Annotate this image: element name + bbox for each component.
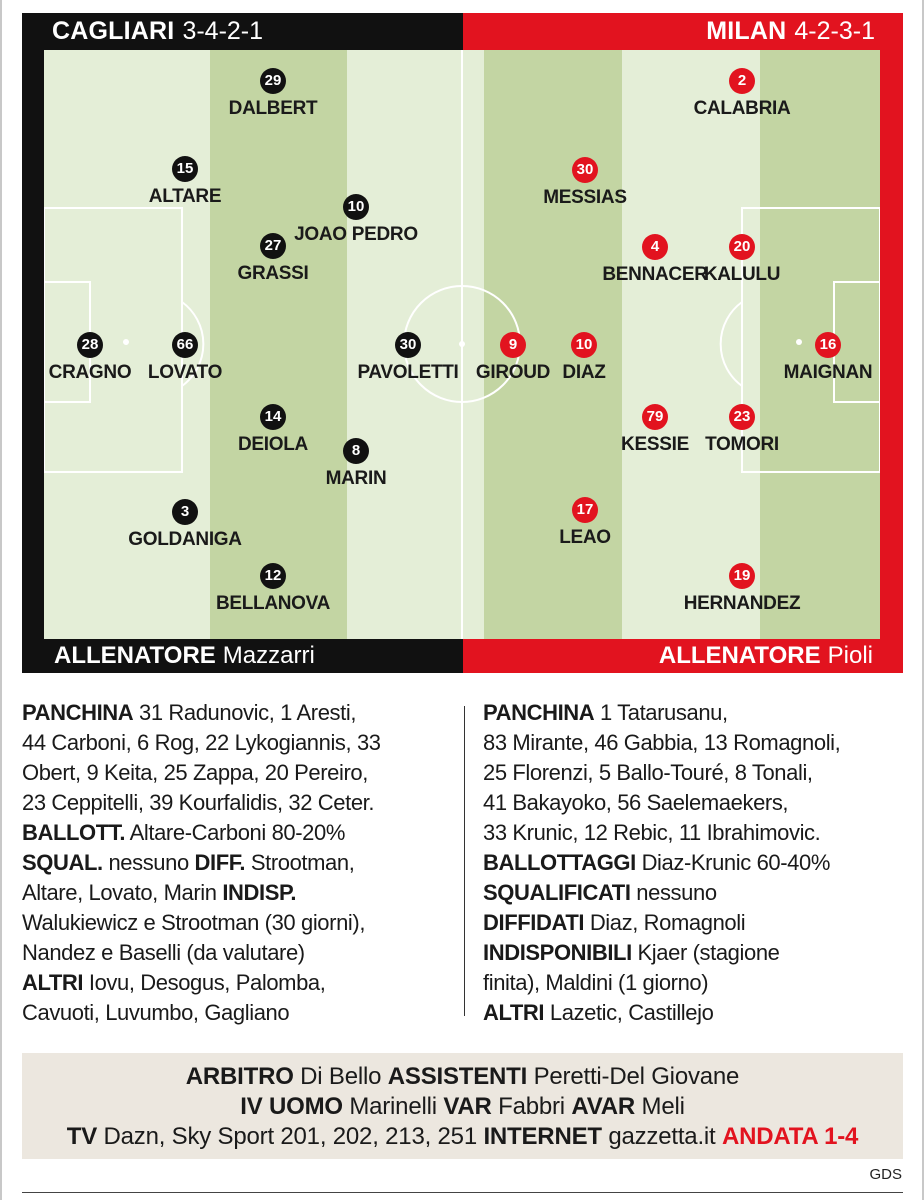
away-bench-line: 83 Mirante, 46 Gabbia, 13 Romagnoli, bbox=[483, 730, 841, 755]
home-player bbox=[193, 563, 353, 615]
player-name: CALABRIA bbox=[693, 98, 791, 119]
andata-result: ANDATA 1-4 bbox=[721, 1123, 859, 1150]
player-number: 15 bbox=[172, 156, 198, 182]
tv-label: TV bbox=[66, 1123, 98, 1150]
player-name: ALTARE bbox=[148, 186, 222, 207]
player-number: 28 bbox=[77, 332, 103, 358]
away-player bbox=[504, 332, 664, 384]
away-player bbox=[662, 234, 822, 286]
player-number: 3 bbox=[172, 499, 198, 525]
player-number: 23 bbox=[729, 404, 755, 430]
assistenti-label: ASSISTENTI bbox=[387, 1063, 528, 1090]
home-indisp-line: Walukiewicz e Strootman (30 giorni), bbox=[22, 910, 366, 935]
player-number: 14 bbox=[260, 404, 286, 430]
away-coach-name: Pioli bbox=[827, 642, 873, 669]
home-player bbox=[105, 332, 265, 384]
home-diff: Strootman, bbox=[250, 850, 355, 875]
player-number: 79 bbox=[642, 404, 668, 430]
home-bench-line: 23 Ceppitelli, 39 Kourfalidis, 32 Ceter. bbox=[22, 790, 375, 815]
away-player bbox=[505, 157, 665, 209]
player-number: 66 bbox=[172, 332, 198, 358]
home-player bbox=[105, 156, 265, 208]
player-name: LEAO bbox=[559, 527, 611, 548]
source-credit: GDS bbox=[869, 1166, 902, 1183]
player-number: 29 bbox=[260, 68, 286, 94]
player-name: PAVOLETTI bbox=[357, 362, 459, 383]
player-name: GIROUD bbox=[475, 362, 551, 383]
away-coach-bar bbox=[463, 639, 903, 673]
player-name: HERNANDEZ bbox=[683, 593, 801, 614]
player-number: 8 bbox=[343, 438, 369, 464]
player-name: GRASSI bbox=[237, 263, 309, 284]
away-ballottaggi: Diaz-Krunic 60-40% bbox=[641, 850, 830, 875]
away-indisponibili-line: finita), Maldini (1 giorno) bbox=[483, 970, 709, 995]
ballott-label: BALLOTT. bbox=[22, 820, 126, 845]
ballottaggi-label: BALLOTTAGGI bbox=[483, 850, 636, 875]
player-name: MARIN bbox=[325, 468, 387, 489]
player-number: 17 bbox=[572, 497, 598, 523]
diff-label: DIFF. bbox=[194, 850, 246, 875]
home-player bbox=[276, 438, 436, 490]
player-number: 10 bbox=[571, 332, 597, 358]
avar-name: Meli bbox=[641, 1093, 685, 1120]
player-number: 10 bbox=[343, 194, 369, 220]
bottom-divider bbox=[22, 1192, 903, 1193]
column-divider bbox=[464, 706, 465, 1016]
player-name: CRAGNO bbox=[48, 362, 132, 383]
home-player bbox=[193, 233, 353, 285]
avar-label: AVAR bbox=[571, 1093, 636, 1120]
player-name: DEIOLA bbox=[238, 434, 308, 455]
home-player bbox=[105, 499, 265, 551]
player-name: TOMORI bbox=[705, 434, 779, 455]
indisp-label: INDISP. bbox=[222, 880, 297, 905]
player-number: 2 bbox=[729, 68, 755, 94]
home-altri: Iovu, Desogus, Palomba, bbox=[88, 970, 326, 995]
home-ballott: Altare-Carboni 80-20% bbox=[129, 820, 346, 845]
iv-uomo-name: Marinelli bbox=[349, 1093, 437, 1120]
player-number: 19 bbox=[729, 563, 755, 589]
player-name: GOLDANIGA bbox=[128, 529, 242, 550]
diffidati-label: DIFFIDATI bbox=[483, 910, 585, 935]
officials-box bbox=[22, 1053, 903, 1159]
home-squal: nessuno bbox=[108, 850, 189, 875]
away-player bbox=[748, 332, 908, 384]
player-name: BENNACER bbox=[602, 264, 708, 285]
home-team-notes bbox=[22, 698, 447, 1028]
player-name: JOAO PEDRO bbox=[294, 224, 418, 245]
home-team-name: CAGLIARI bbox=[52, 17, 175, 45]
away-player bbox=[662, 68, 822, 120]
away-diffidati: Diaz, Romagnoli bbox=[589, 910, 746, 935]
home-bench: 31 Radunovic, 1 Aresti, bbox=[139, 700, 357, 725]
away-team-notes bbox=[483, 698, 903, 1028]
squalificati-label: SQUALIFICATI bbox=[483, 880, 631, 905]
player-number: 16 bbox=[815, 332, 841, 358]
away-altri: Lazetic, Castillejo bbox=[549, 1000, 714, 1025]
arbitro-label: ARBITRO bbox=[185, 1063, 294, 1090]
internet-site: gazzetta.it bbox=[608, 1123, 716, 1150]
away-bench: 1 Tatarusanu, bbox=[600, 700, 728, 725]
iv-uomo-label: IV UOMO bbox=[240, 1093, 343, 1120]
home-coach-name: Mazzarri bbox=[222, 642, 315, 669]
home-bench-line: Obert, 9 Keita, 25 Zappa, 20 Pereiro, bbox=[22, 760, 368, 785]
panchina-label: PANCHINA bbox=[483, 700, 595, 725]
player-number: 12 bbox=[260, 563, 286, 589]
arbitro-name: Di Bello bbox=[300, 1063, 382, 1090]
player-number: 4 bbox=[642, 234, 668, 260]
away-team-header bbox=[463, 13, 903, 50]
away-bench-line: 41 Bakayoko, 56 Saelemaekers, bbox=[483, 790, 789, 815]
altri-label: ALTRI bbox=[483, 1000, 545, 1025]
home-team-header bbox=[22, 13, 463, 50]
home-team-module: 3-4-2-1 bbox=[182, 17, 264, 45]
player-number: 30 bbox=[572, 157, 598, 183]
away-player bbox=[662, 563, 822, 615]
internet-label: INTERNET bbox=[483, 1123, 602, 1150]
player-name: MESSIAS bbox=[543, 187, 627, 208]
var-name: Fabbri bbox=[498, 1093, 565, 1120]
player-name: KESSIE bbox=[621, 434, 689, 455]
var-label: VAR bbox=[443, 1093, 492, 1120]
away-squalificati: nessuno bbox=[636, 880, 717, 905]
altri-label: ALTRI bbox=[22, 970, 84, 995]
panchina-label: PANCHINA bbox=[22, 700, 134, 725]
home-coach-bar bbox=[22, 639, 463, 673]
coach-label: ALLENATORE bbox=[54, 642, 216, 669]
player-name: MAIGNAN bbox=[783, 362, 873, 383]
home-player bbox=[193, 68, 353, 120]
tv-channels: Dazn, Sky Sport 201, 202, 213, 251 bbox=[103, 1123, 477, 1150]
away-player bbox=[662, 404, 822, 456]
away-bench-line: 25 Florenzi, 5 Ballo-Touré, 8 Tonali, bbox=[483, 760, 813, 785]
player-number: 27 bbox=[260, 233, 286, 259]
player-name: KALULU bbox=[703, 264, 781, 285]
away-team-name: MILAN bbox=[706, 17, 787, 45]
home-altri-line: Cavuoti, Luvumbo, Gagliano bbox=[22, 1000, 290, 1025]
away-team-module: 4-2-3-1 bbox=[794, 17, 875, 45]
player-number: 30 bbox=[395, 332, 421, 358]
home-diff-line: Altare, Lovato, Marin bbox=[22, 880, 217, 905]
away-player bbox=[505, 497, 665, 549]
player-number: 20 bbox=[729, 234, 755, 260]
away-indisponibili: Kjaer (stagione bbox=[637, 940, 780, 965]
player-name: BELLANOVA bbox=[215, 593, 331, 614]
squal-label: SQUAL. bbox=[22, 850, 103, 875]
player-number: 9 bbox=[500, 332, 526, 358]
player-name: LOVATO bbox=[147, 362, 223, 383]
coach-label: ALLENATORE bbox=[658, 642, 821, 669]
player-name: DALBERT bbox=[228, 98, 318, 119]
assistenti-names: Peretti-Del Giovane bbox=[533, 1063, 740, 1090]
indisponibili-label: INDISPONIBILI bbox=[483, 940, 632, 965]
home-bench-line: 44 Carboni, 6 Rog, 22 Lykogiannis, 33 bbox=[22, 730, 381, 755]
away-bench-line: 33 Krunic, 12 Rebic, 11 Ibrahimovic. bbox=[483, 820, 821, 845]
home-indisp-line: Nandez e Baselli (da valutare) bbox=[22, 940, 305, 965]
player-name: DIAZ bbox=[562, 362, 606, 383]
